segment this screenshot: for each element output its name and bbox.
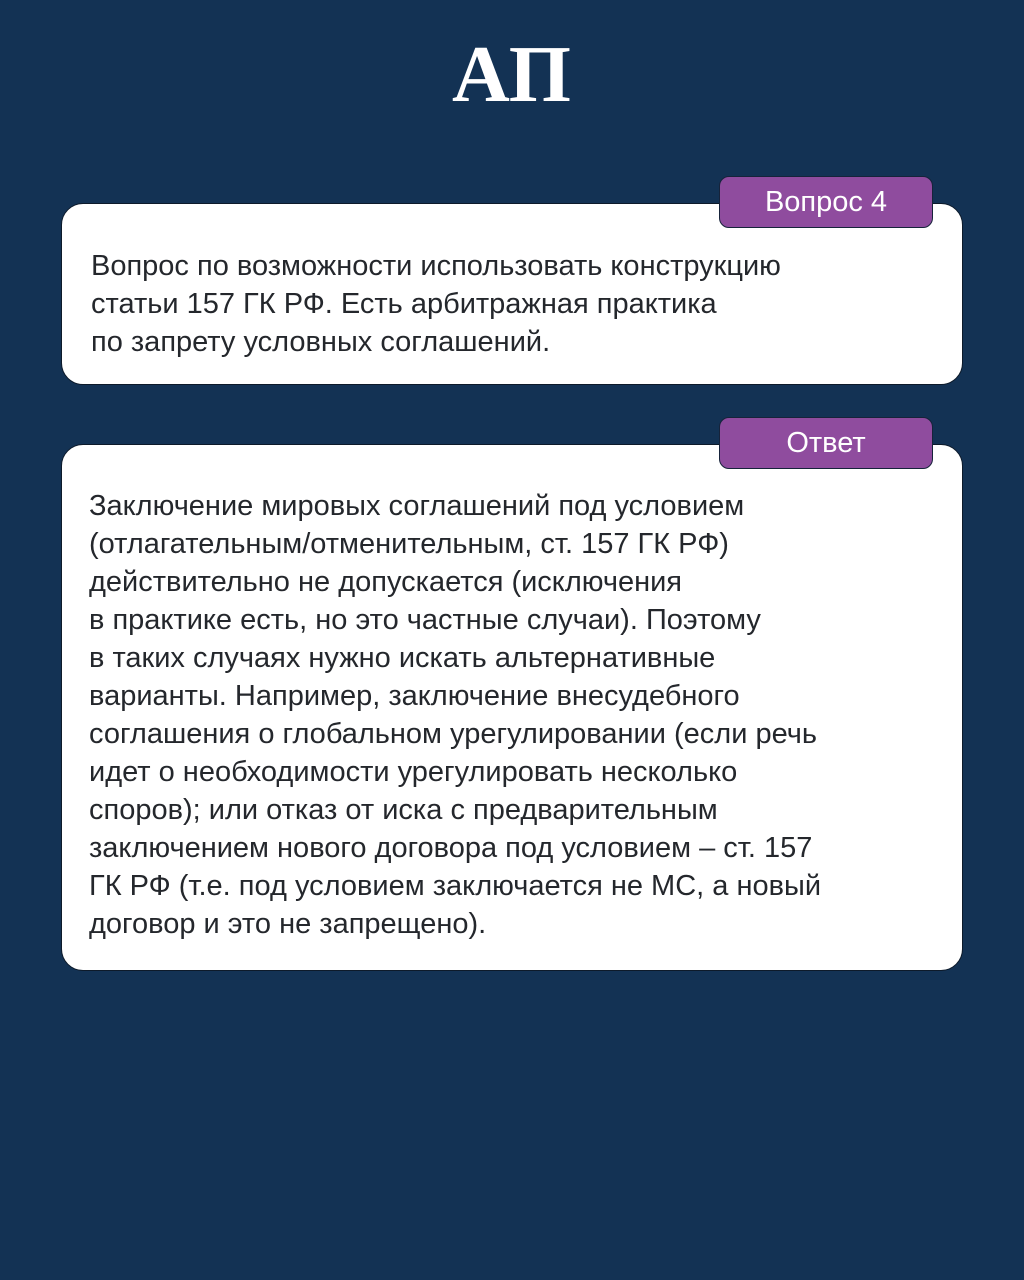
answer-badge: Ответ bbox=[719, 417, 933, 469]
answer-line: соглашения о глобальном урегулировании (если речь bbox=[89, 718, 817, 750]
answer-line: Заключение мировых соглашений под условием bbox=[89, 490, 745, 522]
answer-card bbox=[61, 444, 963, 971]
answer-line: споров); или отказ от иска с предварительным bbox=[89, 794, 718, 826]
answer-line: в практике есть, но это частные случаи). Поэтому bbox=[89, 604, 761, 636]
question-line: по запрету условных соглашений. bbox=[91, 326, 551, 358]
answer-line: договор и это не запрещено). bbox=[89, 908, 487, 940]
question-card bbox=[61, 203, 963, 385]
question-line: Вопрос по возможности использовать конструкцию bbox=[91, 250, 781, 282]
answer-line: заключением нового договора под условием – ст. 157 bbox=[89, 832, 813, 864]
logo: АП bbox=[451, 31, 572, 119]
question-text bbox=[91, 247, 934, 361]
answer-text bbox=[89, 487, 934, 943]
question-badge: Вопрос 4 bbox=[719, 176, 933, 228]
answer-line: (отлагательным/отменительным, ст. 157 ГК РФ) bbox=[89, 528, 729, 560]
answer-line: варианты. Например, заключение внесудебного bbox=[89, 680, 740, 712]
question-line: статьи 157 ГК РФ. Есть арбитражная практика bbox=[91, 288, 717, 320]
answer-line: действительно не допускается (исключения bbox=[89, 566, 683, 598]
answer-line: идет о необходимости урегулировать несколько bbox=[89, 756, 738, 788]
answer-line: ГК РФ (т.е. под условием заключается не МС, а новый bbox=[89, 870, 822, 902]
answer-line: в таких случаях нужно искать альтернативные bbox=[89, 642, 716, 674]
